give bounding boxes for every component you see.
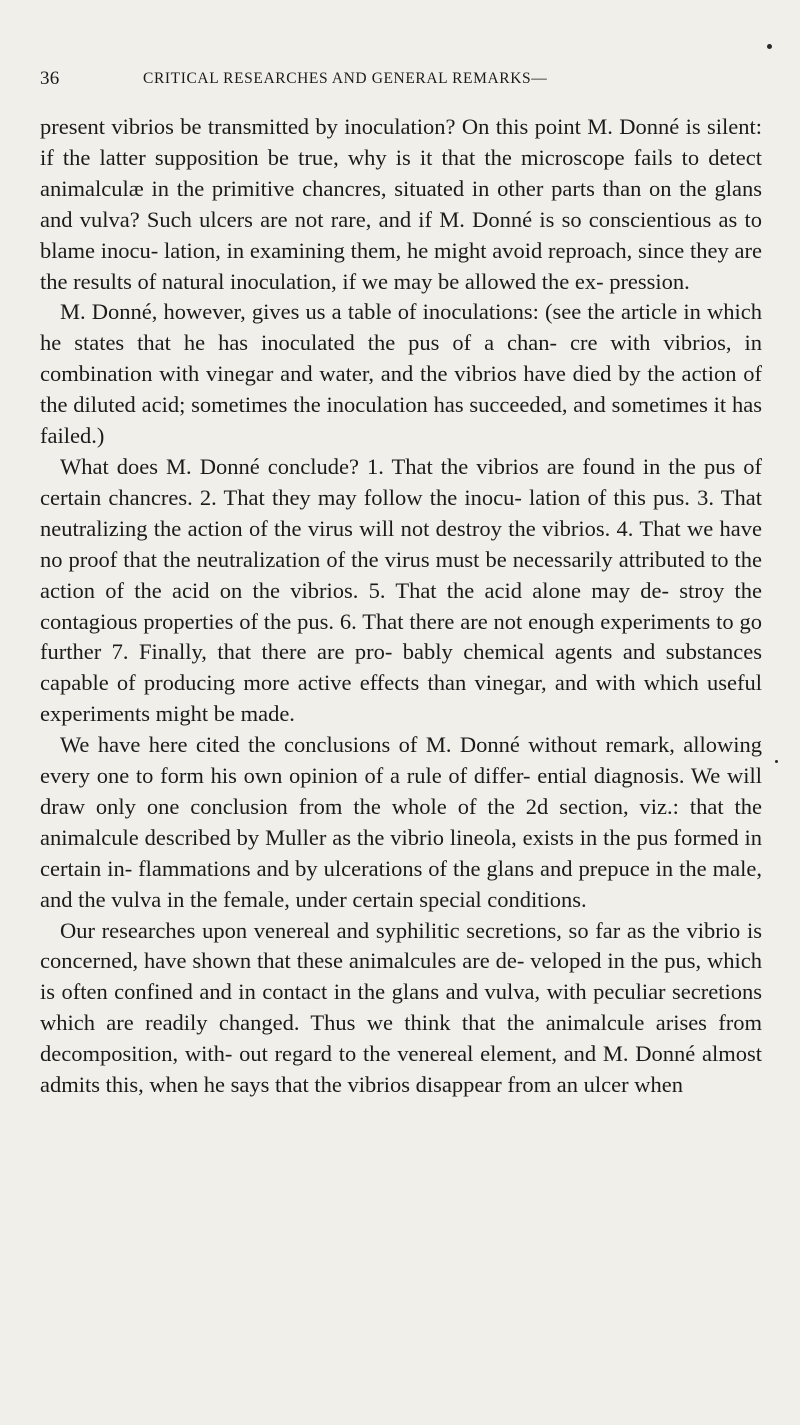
paragraph: present vibrios be transmitted by inoculation? On this point M. Donné is silent: if the latter supposition be true, why is it that the microscope fails to detect animalculæ in the primitive chancres, situated in other parts than on the glans and vulva? Such ulcers are not rare, and if M. Donné is so conscientious as to blame inocu- lation, in examining them, he might avoid reproach, since they are the results of natural inoculation, if we may be allowed the ex- pression. xyxy=(40,114,762,294)
paragraph: What does M. Donné conclude? 1. That the vibrios are found in the pus of certain chancres. 2. That they may follow the inocu- lation of this pus. 3. That neutralizing the action of the virus will not destroy the vibrios. 4. That we have no proof that the neutralization of the virus must be necessarily attributed to the action of the acid on the vibrios. 5. That the acid alone may de- stroy the contagious properties of the pus. 6. That there are not enough experiments to go further 7. Finally, that there are pro- bably chemical agents and substances capable of producing more active effects than vinegar, and with which useful experiments might be made. xyxy=(40,453,762,727)
running-header xyxy=(40,68,760,98)
body-text xyxy=(40,112,762,1101)
ink-speck xyxy=(767,44,772,49)
paragraph: Our researches upon venereal and syphilitic secretions, so far as the vibrio is concerned, have shown that these animalcules are de- veloped in the pus, which is often confined and in contact in the glans and vulva, with peculiar secretions which are readily changed. Thus we think that the animalcule arises from decomposition, with- out regard to the venereal element, and M. Donné almost admits this, when he says that the vibrios disappear from an ulcer when xyxy=(40,917,762,1098)
paragraph: We have here cited the conclusions of M. Donné without remark, allowing every one to form his own opinion of a rule of differ- ential diagnosis. We will draw only one conclusion from the whole of the 2d section, viz.: that the animalcule described by Muller as the vibrio lineola, exists in the pus formed in certain in- flammations and by ulcerations of the glans and prepuce in the male, and the vulva in the female, under certain special conditions. xyxy=(40,732,762,912)
ink-speck xyxy=(775,760,778,763)
page-number: 36 xyxy=(40,68,60,89)
paragraph: M. Donné, however, gives us a table of inoculations: (see the article in which he states that he has inoculated the pus of a chan- cre with vibrios, in combination with vinegar and water, and the vibrios have died by the action of the diluted acid; sometimes the inoculation has succeeded, and sometimes it has failed.) xyxy=(40,299,762,449)
running-title: CRITICAL RESEARCHES AND GENERAL REMARKS— xyxy=(143,70,548,87)
